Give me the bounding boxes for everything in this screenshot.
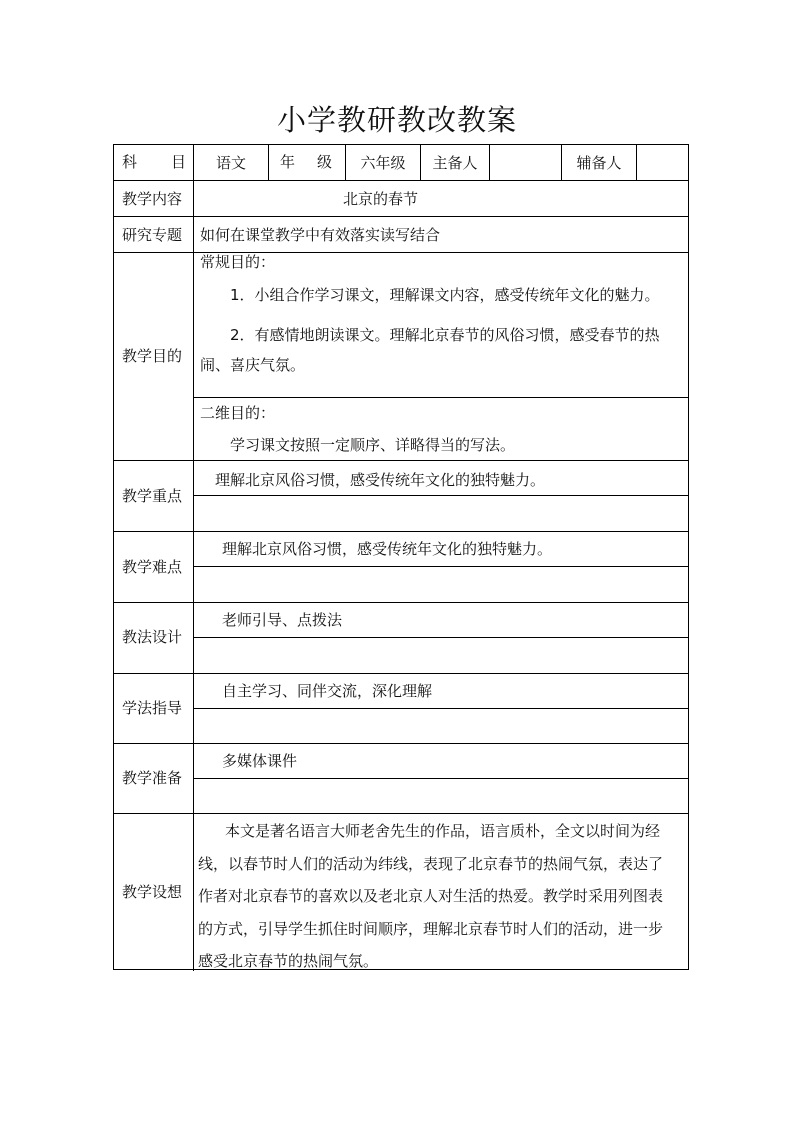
label-column-divider — [193, 145, 194, 971]
key-points-value: 理解北京风俗习惯，感受传统年文化的独特魅力。 — [215, 471, 546, 489]
teaching-method-label: 教法设计 — [122, 628, 183, 646]
row-divider — [114, 531, 688, 532]
lead-preparer-label: 主备人 — [432, 154, 478, 172]
content-value: 北京的春节 — [343, 190, 419, 208]
grade-label-char: 年 — [280, 153, 296, 171]
difficulties-label: 教学难点 — [122, 558, 183, 576]
objectives-regular-item-2: 2．有感情地朗读课文。理解北京春节的风俗习惯，感受春节的热闹、喜庆气氛。 — [200, 326, 660, 374]
key-points-label: 教学重点 — [122, 487, 183, 505]
learning-method-value: 自主学习、同伴交流，深化理解 — [222, 682, 433, 700]
subject-label-char: 科 — [122, 153, 138, 171]
difficulties-value: 理解北京风俗习惯，感受传统年文化的独特魅力。 — [222, 540, 553, 558]
subject-label — [122, 152, 186, 172]
row-divider — [114, 216, 688, 217]
topic-value: 如何在课堂教学中有效落实读写结合 — [200, 226, 441, 244]
grade-value: 六年级 — [360, 154, 406, 172]
row-divider — [114, 743, 688, 744]
subrow-divider — [194, 495, 688, 496]
assistant-preparer-label: 辅备人 — [576, 154, 622, 172]
subrow-divider — [194, 397, 688, 398]
objectives-regular-item-1: 1．小组合作学习课文，理解课文内容，感受传统年文化的魅力。 — [230, 286, 660, 304]
lesson-plan-table — [113, 144, 689, 970]
topic-label: 研究专题 — [122, 226, 183, 244]
header-divider — [268, 145, 269, 180]
row-divider — [114, 602, 688, 603]
objectives-second-item-1: 学习课文按照一定顺序、详略得当的写法。 — [230, 436, 516, 454]
lead-preparer-value — [490, 145, 561, 180]
subrow-divider — [194, 778, 688, 779]
objectives-second-heading: 二维目的： — [200, 404, 276, 422]
subrow-divider — [194, 566, 688, 567]
row-divider — [114, 460, 688, 461]
concept-label: 教学设想 — [122, 883, 183, 901]
teaching-method-value: 老师引导、点拨法 — [222, 611, 343, 629]
subrow-divider — [194, 708, 688, 709]
row-divider — [114, 673, 688, 674]
preparation-label: 教学准备 — [122, 769, 183, 787]
grade-label — [280, 152, 332, 172]
subject-label-char: 目 — [170, 153, 186, 171]
objectives-regular-heading: 常规目的： — [200, 253, 276, 271]
content-label: 教学内容 — [122, 190, 183, 208]
preparation-value: 多媒体课件 — [222, 752, 298, 770]
page-title: 小学教研教改教案 — [276, 103, 517, 137]
assistant-preparer-value — [637, 145, 688, 180]
subrow-divider — [194, 637, 688, 638]
objectives-label: 教学目的 — [122, 347, 183, 365]
subject-value: 语文 — [215, 154, 246, 172]
row-divider — [114, 813, 688, 814]
row-divider — [114, 180, 688, 181]
learning-method-label: 学法指导 — [122, 699, 183, 717]
grade-label-char: 级 — [316, 153, 332, 171]
concept-value: 本文是著名语言大师老舍先生的作品，语言质朴，全文以时间为经线，以春节时人们的活动为纬线，表现了北京春节的热闹气氛，表达了作者对北京春节的喜欢以及老北京人对生活的热爱。教学时采用列图表的方式，引导学生抓住时间顺序，理解北京春节时人们的活动，进一步感受北京春节的热闹气氛。 — [198, 822, 664, 970]
